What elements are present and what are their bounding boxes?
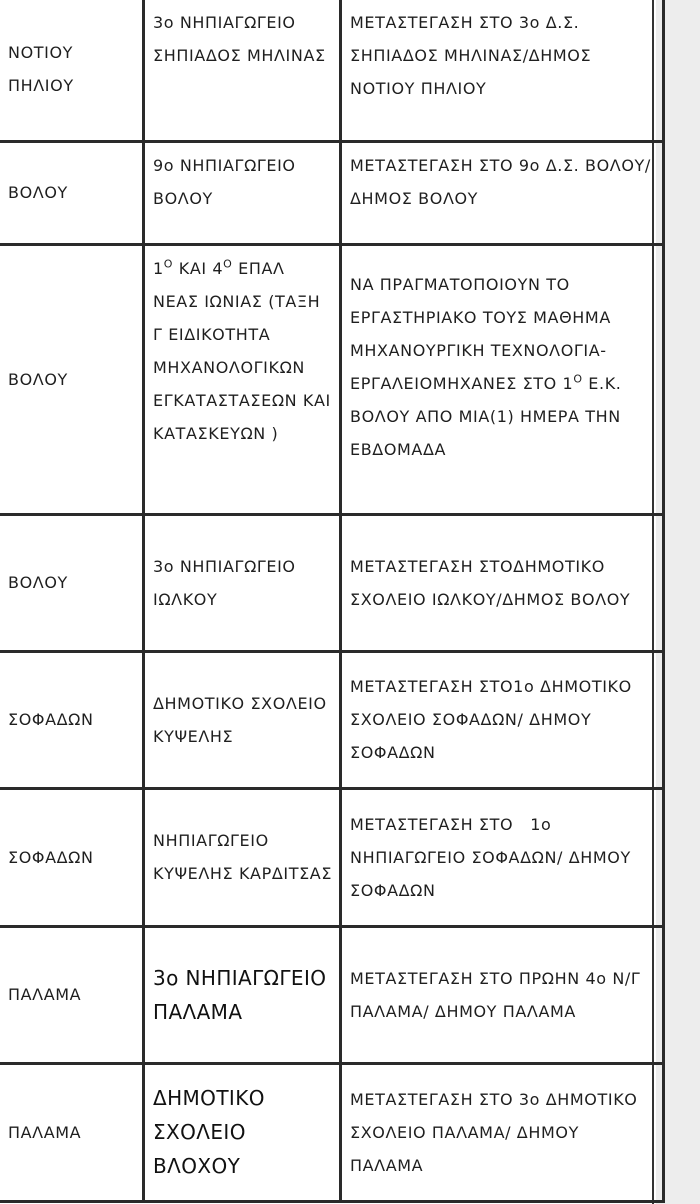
action-cell: ΜΕΤΑΣΤΕΓΑΣΗ ΣΤΟ 3ο ΔΗΜΟΤΙΚΟ ΣΧΟΛΕΙΟ ΠΑΛΑΜΑ/ ΔΗΜΟΥ ΠΑΛΑΜΑ	[341, 1063, 664, 1201]
action-cell: ΜΕΤΑΣΤΕΓΑΣΗ ΣΤΟ ΠΡΩΗΝ 4ο Ν/Γ ΠΑΛΑΜΑ/ ΔΗΜΟΥ ΠΑΛΑΜΑ	[341, 926, 664, 1063]
table-row	[0, 926, 664, 1063]
municipality-cell: ΒΟΛΟΥ	[0, 244, 144, 514]
action-cell: ΜΕΤΑΣΤΕΓΑΣΗ ΣΤΟ1ο ΔΗΜΟΤΙΚΟ ΣΧΟΛΕΙΟ ΣΟΦΑΔΩΝ/ ΔΗΜΟΥ ΣΟΦΑΔΩΝ	[341, 651, 664, 788]
municipality-cell: ΠΑΛΑΜΑ	[0, 1063, 144, 1201]
school-cell: 3ο ΝΗΠΙΑΓΩΓΕΙΟ ΠΑΛΑΜΑ	[144, 926, 341, 1063]
table-row	[0, 651, 664, 788]
municipality-cell: ΒΟΛΟΥ	[0, 141, 144, 244]
table-row	[0, 1063, 664, 1201]
action-cell: ΜΕΤΑΣΤΕΓΑΣΗ ΣΤΟ 1ο ΝΗΠΙΑΓΩΓΕΙΟ ΣΟΦΑΔΩΝ/ ΔΗΜΟΥ ΣΟΦΑΔΩΝ	[341, 788, 664, 926]
table-row	[0, 788, 664, 926]
municipality-cell: ΣΟΦΑΔΩΝ	[0, 651, 144, 788]
table-row	[0, 514, 664, 651]
school-cell: ΝΗΠΙΑΓΩΓΕΙΟ ΚΥΨΕΛΗΣ ΚΑΡΔΙΤΣΑΣ	[144, 788, 341, 926]
municipality-cell: ΣΟΦΑΔΩΝ	[0, 788, 144, 926]
municipality-cell: ΠΑΛΑΜΑ	[0, 926, 144, 1063]
school-cell: 9ο ΝΗΠΙΑΓΩΓΕΙΟ ΒΟΛΟΥ	[144, 141, 341, 244]
table-row	[0, 244, 664, 514]
action-cell: ΝΑ ΠΡΑΓΜΑΤΟΠΟΙΟΥΝ ΤΟ ΕΡΓΑΣΤΗΡΙΑΚΟ ΤΟΥΣ ΜΑΘΗΜΑ ΜΗΧΑΝΟΥΡΓΙΚΗ ΤΕΧΝΟΛΟΓΙΑ-ΕΡΓΑΛΕΙΟΜΗΧΑΝΕΣ ΣΤΟ $1^O$ Ε.Κ. ΒΟΛΟΥ ΑΠΟ ΜΙΑ(1) ΗΜΕΡΑ ΤΗΝ ΕΒΔΟΜΑΔΑ	[341, 244, 664, 514]
action-cell: ΜΕΤΑΣΤΕΓΑΣΗ ΣΤΟ 9ο Δ.Σ. ΒΟΛΟΥ/ΔΗΜΟΣ ΒΟΛΟΥ	[341, 141, 664, 244]
municipality-cell: ΒΟΛΟΥ	[0, 514, 144, 651]
school-cell: ΔΗΜΟΤΙΚΟ ΣΧΟΛΕΙΟ ΚΥΨΕΛΗΣ	[144, 651, 341, 788]
municipality-cell: ΝΟΤΙΟΥ ΠΗΛΙΟΥ	[0, 0, 144, 141]
table-row	[0, 0, 664, 141]
action-cell: ΜΕΤΑΣΤΕΓΑΣΗ ΣΤΟΔΗΜΟΤΙΚΟ ΣΧΟΛΕΙΟ ΙΩΛΚΟΥ/ΔΗΜΟΣ ΒΟΛΟΥ	[341, 514, 664, 651]
school-cell: 3ο ΝΗΠΙΑΓΩΓΕΙΟ ΣΗΠΙΑΔΟΣ ΜΗΛΙΝΑΣ	[144, 0, 341, 141]
school-cell: $1^O$ ΚΑΙ $4^O$ ΕΠΑΛ ΝΕΑΣ ΙΩΝΙΑΣ (ΤΑΞΗ Γ ΕΙΔΙΚΟΤΗΤΑ ΜΗΧΑΝΟΛΟΓΙΚΩΝ ΕΓΚΑΤΑΣΤΑΣΕΩΝ ΚΑΙ ΚΑΤΑΣΚΕΥΩΝ )	[144, 244, 341, 514]
school-cell: 3ο ΝΗΠΙΑΓΩΓΕΙΟ ΙΩΛΚΟΥ	[144, 514, 341, 651]
action-cell: ΜΕΤΑΣΤΕΓΑΣΗ ΣΤΟ 3ο Δ.Σ. ΣΗΠΙΑΔΟΣ ΜΗΛΙΝΑΣ/ΔΗΜΟΣ ΝΟΤΙΟΥ ΠΗΛΙΟΥ	[341, 0, 664, 141]
table-row	[0, 141, 664, 244]
school-line-1: $1^O$ ΚΑΙ $4^O$ ΕΠΑΛ	[153, 257, 285, 278]
school-cell: ΔΗΜΟΤΙΚΟ ΣΧΟΛΕΙΟ ΒΛΟΧΟΥ	[144, 1063, 341, 1201]
